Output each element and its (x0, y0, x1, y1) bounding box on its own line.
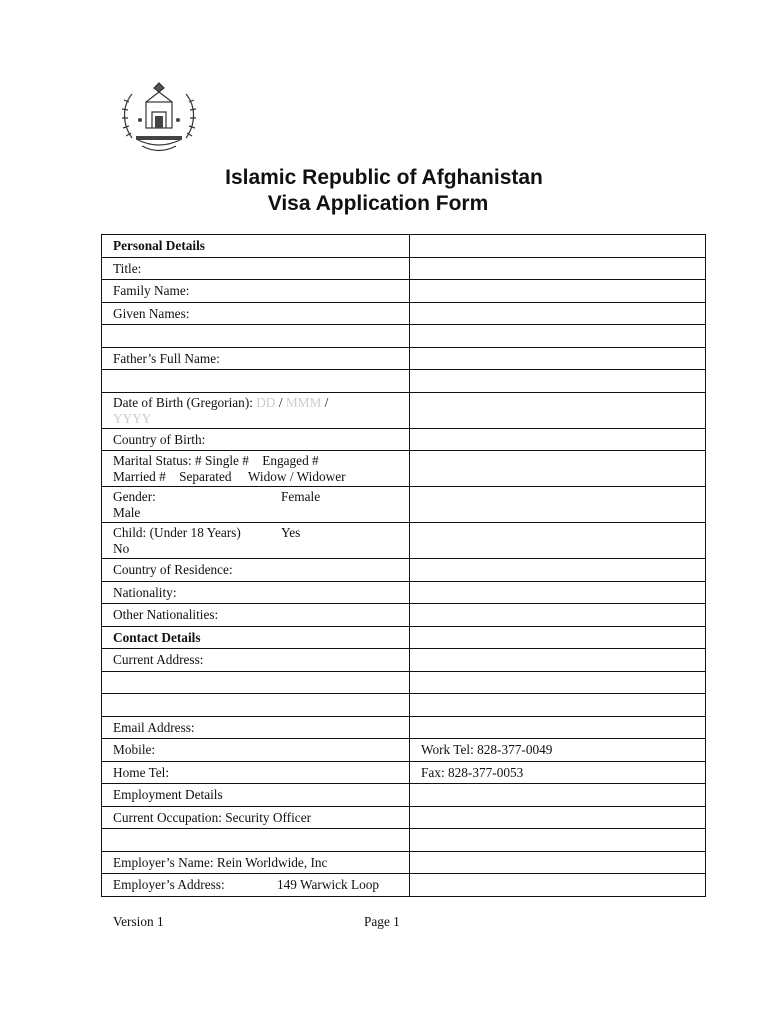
given-names-input[interactable] (410, 303, 706, 325)
marital-status-input[interactable] (410, 451, 706, 487)
form-title-document: Visa Application Form (267, 192, 489, 215)
table-row (102, 258, 706, 280)
field-label-gender (102, 487, 410, 523)
gender-input[interactable] (410, 487, 706, 523)
blank-label-cell (102, 829, 410, 852)
afghanistan-emblem-icon (118, 80, 200, 158)
dob-label: Date of Birth (Gregorian): (113, 394, 253, 410)
footer-page-number: Page 1 (364, 914, 400, 929)
other-nationalities-input[interactable] (410, 604, 706, 627)
field-input-cell[interactable] (410, 235, 706, 258)
title-input[interactable] (410, 258, 706, 280)
table-row (102, 784, 706, 807)
nationality-input[interactable] (410, 582, 706, 604)
footer-version: Version 1 (113, 914, 164, 929)
table-row (102, 762, 706, 784)
section-heading-employment-details: Employment Details (102, 784, 410, 807)
table-row (102, 280, 706, 303)
table-row (102, 429, 706, 451)
field-label-family-name: Family Name: (102, 280, 410, 303)
marital-options-line2: Married # Separated Widow / Widower (113, 468, 346, 484)
email-address-input[interactable] (410, 717, 706, 739)
table-row (102, 604, 706, 627)
field-label-child (102, 523, 410, 559)
dob-month-placeholder: MMM (285, 394, 322, 410)
table-row (102, 672, 706, 694)
table-row (102, 451, 706, 487)
employer-address-value[interactable]: 149 Warwick Loop (277, 877, 380, 892)
table-row (102, 523, 706, 559)
gender-option-male[interactable]: Male (113, 504, 141, 520)
blank-label-cell (102, 694, 410, 717)
visa-application-table (101, 234, 706, 897)
field-label-email-address: Email Address: (102, 717, 410, 739)
field-label-country-of-birth: Country of Birth: (102, 429, 410, 451)
field-label-country-of-residence: Country of Residence: (102, 559, 410, 582)
country-of-birth-input[interactable] (410, 429, 706, 451)
table-row (102, 649, 706, 672)
child-label: Child: (Under 18 Years) (113, 524, 241, 540)
dob-year-placeholder: YYYY (113, 410, 152, 426)
table-row (102, 739, 706, 762)
field-label-given-names: Given Names: (102, 303, 410, 325)
date-of-birth-input[interactable] (410, 393, 706, 429)
table-row (102, 852, 706, 874)
field-input-cell[interactable] (410, 829, 706, 852)
table-row (102, 582, 706, 604)
form-title-country: Islamic Republic of Afghanistan (225, 166, 543, 189)
table-row (102, 325, 706, 348)
section-heading-contact-details: Contact Details (102, 627, 410, 649)
blank-label-cell (102, 672, 410, 694)
fathers-name-input-extra[interactable] (410, 370, 706, 393)
table-row (102, 807, 706, 829)
field-input-cell[interactable] (410, 874, 706, 897)
field-input-cell[interactable] (410, 627, 706, 649)
employer-address-label: Employer’s Address: (113, 877, 225, 892)
field-label-date-of-birth (102, 393, 410, 429)
family-name-input[interactable] (410, 280, 706, 303)
field-label-other-nationalities: Other Nationalities: (102, 604, 410, 627)
given-names-input-extra[interactable] (410, 325, 706, 348)
table-row (102, 829, 706, 852)
child-option-no[interactable]: No (113, 540, 130, 556)
field-label-current-address: Current Address: (102, 649, 410, 672)
field-label-mobile: Mobile: (102, 739, 410, 762)
gender-option-female[interactable]: Female (281, 488, 321, 504)
field-label-title: Title: (102, 258, 410, 280)
table-row (102, 874, 706, 897)
table-row (102, 393, 706, 429)
table-row (102, 694, 706, 717)
field-input-cell[interactable] (410, 852, 706, 874)
field-label-fathers-name: Father’s Full Name: (102, 348, 410, 370)
field-label-nationality: Nationality: (102, 582, 410, 604)
field-current-occupation[interactable]: Current Occupation: Security Officer (102, 807, 410, 829)
marital-options-line1: Marital Status: # Single # Engaged # (113, 452, 319, 468)
table-row (102, 235, 706, 258)
table-row (102, 348, 706, 370)
field-label-marital-status (102, 451, 410, 487)
child-option-yes[interactable]: Yes (281, 524, 301, 540)
child-input[interactable] (410, 523, 706, 559)
table-row (102, 487, 706, 523)
table-row (102, 370, 706, 393)
dob-separator: / (324, 394, 329, 410)
table-row (102, 559, 706, 582)
current-address-input-line3[interactable] (410, 694, 706, 717)
table-row (102, 627, 706, 649)
dob-separator: / (278, 394, 283, 410)
table-row (102, 303, 706, 325)
dob-day-placeholder: DD (256, 394, 276, 410)
field-label-home-tel: Home Tel: (102, 762, 410, 784)
gender-label: Gender: (113, 488, 156, 504)
work-tel-field[interactable]: Work Tel: 828-377-0049 (410, 739, 706, 762)
field-employer-address[interactable] (102, 874, 410, 897)
table-row (102, 717, 706, 739)
field-input-cell[interactable] (410, 784, 706, 807)
section-heading-personal-details: Personal Details (102, 235, 410, 258)
fax-field[interactable]: Fax: 828-377-0053 (410, 762, 706, 784)
field-input-cell[interactable] (410, 807, 706, 829)
current-address-input-line2[interactable] (410, 672, 706, 694)
blank-label-cell (102, 370, 410, 393)
fathers-name-input[interactable] (410, 348, 706, 370)
field-employer-name[interactable]: Employer’s Name: Rein Worldwide, Inc (102, 852, 410, 874)
blank-label-cell (102, 325, 410, 348)
current-address-input[interactable] (410, 649, 706, 672)
country-of-residence-input[interactable] (410, 559, 706, 582)
